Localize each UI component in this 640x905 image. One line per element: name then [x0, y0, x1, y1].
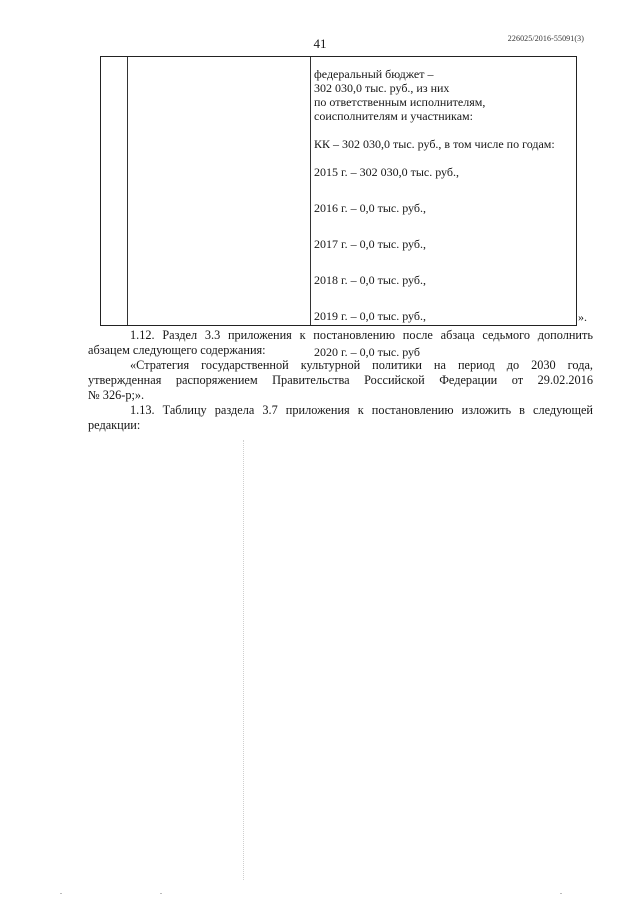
closing-quote: ». — [578, 310, 587, 324]
paragraph-line: 1.13. Таблицу раздела 3.7 приложения к постановлению изложить в следующей — [130, 403, 593, 417]
paragraph-line: утвержденная распоряжением Правительства Российской Федерации от 29.02.2016 — [88, 373, 593, 387]
funding-line: федеральный бюджет – — [314, 67, 434, 81]
paragraph-line: редакции: — [88, 418, 141, 432]
paragraph-line: «Стратегия государственной культурной политики на период до 2030 года, — [130, 358, 593, 372]
paragraph-line: № 326-р;». — [88, 388, 145, 402]
table-column-divider — [127, 57, 128, 325]
funding-line: КК – 302 030,0 тыс. руб., в том числе по годам: — [314, 137, 555, 151]
paragraph-1-13 — [88, 403, 593, 433]
scan-speck — [160, 893, 162, 894]
funding-year-line: 2020 г. – 0,0 тыс. руб — [314, 345, 420, 359]
document-id: 226025/2016-55091(3) — [507, 34, 584, 43]
page-number: 41 — [313, 36, 327, 51]
paragraph-line: 1.12. Раздел 3.3 приложения к постановлению после абзаца седьмого дополнить — [130, 328, 593, 342]
funding-year-line: 2016 г. – 0,0 тыс. руб., — [314, 201, 426, 215]
scan-speck — [60, 893, 62, 894]
scan-fold-line — [243, 440, 244, 880]
funding-line: соисполнителям и участникам: — [314, 109, 473, 123]
funding-year-line: 2018 г. – 0,0 тыс. руб., — [314, 273, 426, 287]
scan-speck — [560, 893, 562, 894]
funding-year-line: 2019 г. – 0,0 тыс. руб., — [314, 309, 426, 323]
funding-year-line: 2017 г. – 0,0 тыс. руб., — [314, 237, 426, 251]
funding-line: 302 030,0 тыс. руб., из них — [314, 81, 450, 95]
funding-line: по ответственным исполнителям, — [314, 95, 486, 109]
funding-cell — [314, 67, 574, 359]
paragraph-1-12 — [88, 328, 593, 358]
paragraph-line: абзацем следующего содержания: — [88, 343, 266, 357]
table-column-divider — [310, 57, 311, 325]
paragraph-strategy-quote — [88, 358, 593, 403]
funding-year-line: 2015 г. – 302 030,0 тыс. руб., — [314, 165, 459, 179]
